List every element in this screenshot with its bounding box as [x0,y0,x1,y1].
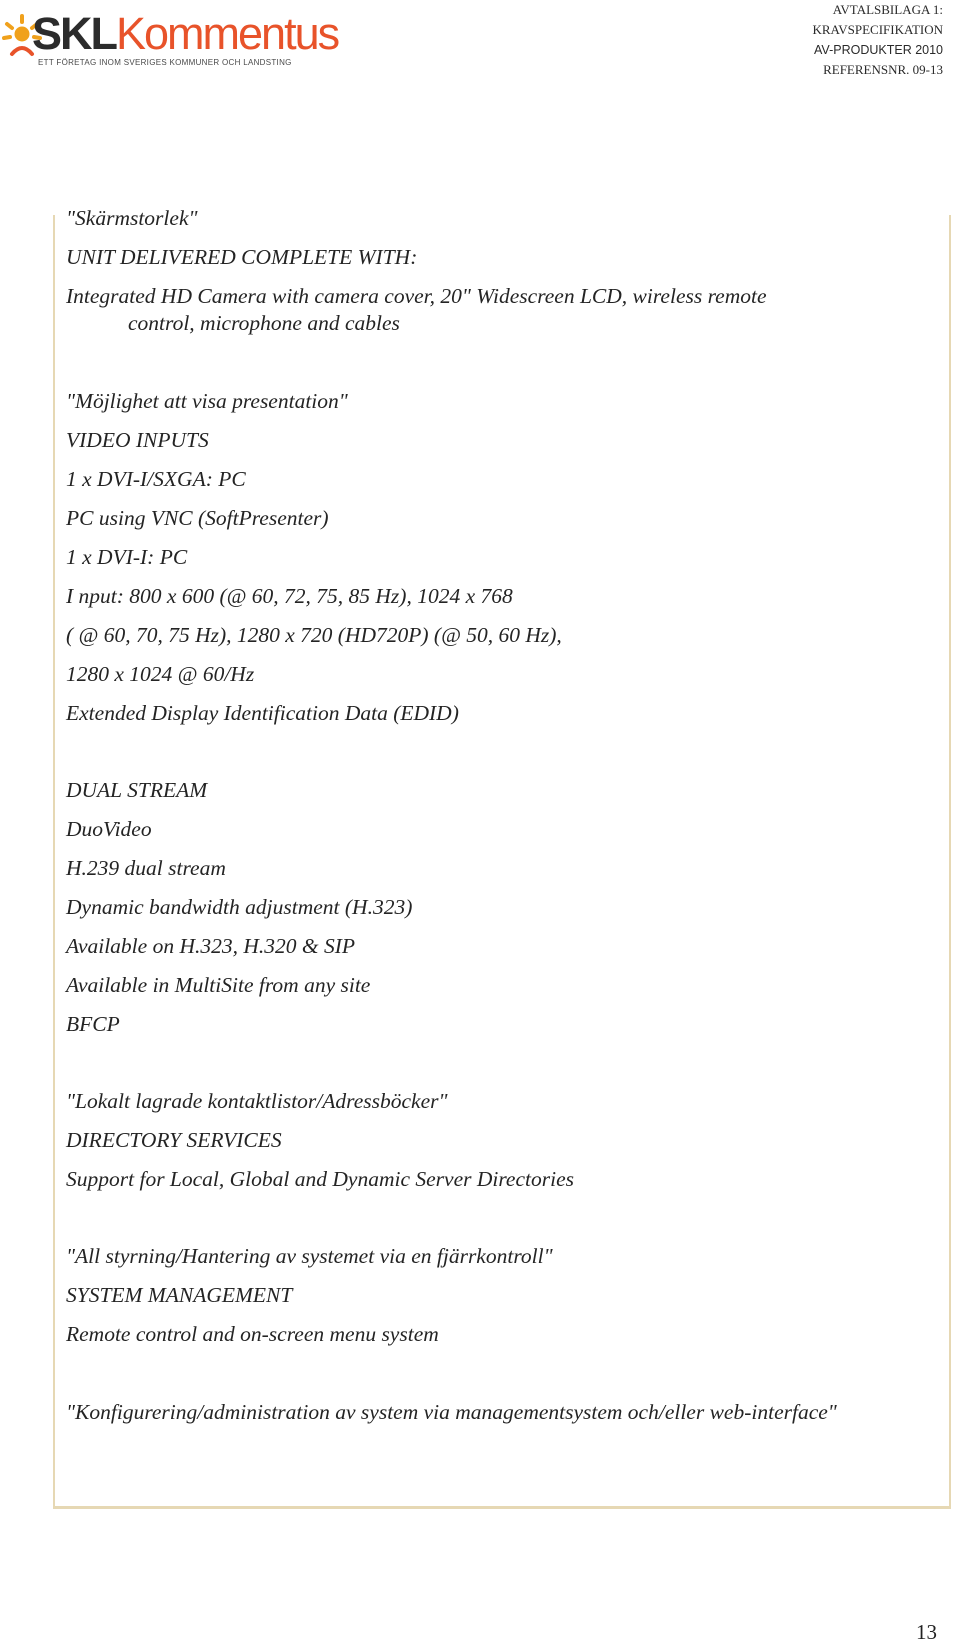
logo-brand-skl: SKL [32,8,116,59]
section-heading-directory-services: DIRECTORY SERVICES [66,1128,282,1152]
document-reference-block [812,0,943,80]
section-heading-unit-delivered: UNIT DELIVERED COMPLETE WITH: [66,245,418,269]
spec-line: 1 x DVI-I: PC [66,545,188,569]
spec-line: control, microphone and cables [128,311,400,335]
spec-line: Available in MultiSite from any site [66,973,371,997]
logo-wordmark [32,8,338,60]
reference-number: REFERENSNR. 09-13 [823,62,943,77]
requirement-label-contacts: "Lokalt lagrade kontaktlistor/Adressböcker" [66,1089,448,1113]
spec-line: Remote control and on-screen menu system [66,1322,439,1346]
spec-line: I nput: 800 x 600 (@ 60, 72, 75, 85 Hz), 1024 x 768 [66,584,513,608]
spec-line: Support for Local, Global and Dynamic Server Directories [66,1167,574,1191]
skl-kommentus-logo [2,8,362,72]
requirement-label-presentation: "Möjlighet att visa presentation" [66,389,348,413]
spec-line: 1280 x 1024 @ 60/Hz [66,662,255,686]
requirement-label-configuration: "Konfigurering/administration av system via managementsystem och/eller web-interface" [66,1400,837,1424]
spec-line: 1 x DVI-I/SXGA: PC [66,467,246,491]
spec-line: BFCP [66,1012,120,1036]
section-heading-video-inputs: VIDEO INPUTS [66,428,209,452]
attachment-label: AVTALSBILAGA 1: [832,2,943,17]
spec-line: H.239 dual stream [66,856,226,880]
spec-line: PC using VNC (SoftPresenter) [66,506,329,530]
spec-line: Extended Display Identification Data (EDID) [66,701,459,725]
spec-line: ( @ 60, 70, 75 Hz), 1280 x 720 (HD720P) (@ 50, 60 Hz), [66,623,562,647]
section-heading-dual-stream: DUAL STREAM [66,778,208,802]
spec-line: Integrated HD Camera with camera cover, 20" Widescreen LCD, wireless remote [66,284,767,308]
spec-line: Available on H.323, H.320 & SIP [66,934,356,958]
spec-line: DuoVideo [66,817,152,841]
requirement-label-screen-size: "Skärmstorlek" [66,206,198,230]
document-type: KRAVSPECIFIKATION [812,22,943,37]
logo-tagline: ETT FÖRETAG INOM SVERIGES KOMMUNER OCH LANDSTING [38,58,292,67]
requirement-label-remote-control: "All styrning/Hantering av systemet via en fjärrkontroll" [66,1244,553,1268]
page-number: 13 [916,1620,937,1644]
logo-brand-kommentus: Kommentus [116,8,339,59]
section-heading-system-management: SYSTEM MANAGEMENT [66,1283,293,1307]
spec-line: Dynamic bandwidth adjustment (H.323) [66,895,413,919]
product-category: AV-PRODUKTER 2010 [814,43,943,57]
